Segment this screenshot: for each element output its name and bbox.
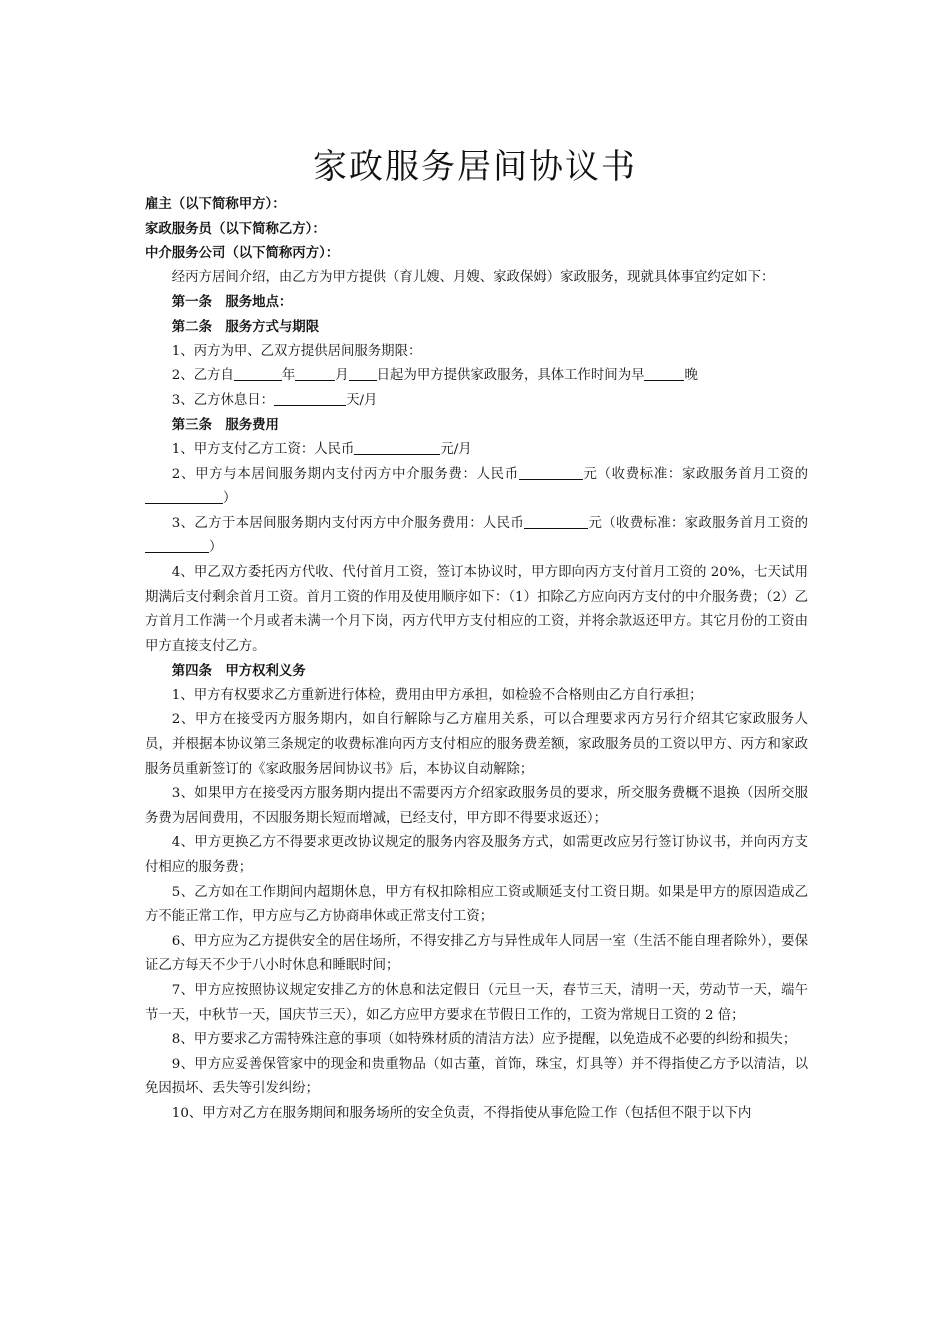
blank-worker-percent — [145, 538, 209, 553]
article-4-item: 6、甲方应为乙方提供安全的居住场所，不得安排乙方与异性成年人同居一室（生活不能自理者除外），要保证乙方每天不少于八小时休息和睡眠时间； — [145, 933, 808, 974]
blank-worker-fee — [524, 514, 588, 529]
blank-employer-fee — [519, 464, 583, 479]
article-4-item: 1、甲方有权要求乙方重新进行体检，费用由甲方承担，如检验不合格则由乙方自行承担； — [171, 687, 703, 703]
blank-rest-days — [274, 391, 346, 406]
article-2-item-3: 3、乙方休息日： 天/月 — [145, 389, 808, 414]
blank-month — [295, 366, 335, 381]
article-1-heading: 第一条 服务地点： — [171, 294, 293, 311]
article-3-item-3: 3、乙方于本居间服务期内支付丙方中介服务费用：人民币 元（收费标准：家政服务首月工资的） — [145, 512, 808, 561]
document-body — [145, 192, 808, 1127]
article-4-item: 3、如果甲方在接受丙方服务期内提出不需要丙方介绍家政服务员的要求，所交服务费概不退换（因所交服务费为居间费用，不因服务期长短而增减，已经支付，甲方即不得要求返还）； — [145, 786, 808, 826]
article-4-heading: 第四条 甲方权利义务 — [171, 663, 306, 680]
blank-hours — [644, 366, 684, 381]
party-worker: 家政服务员（以下简称乙方）： — [145, 220, 326, 237]
article-3-item-1: 1、甲方支付乙方工资：人民币 元/月 — [145, 438, 808, 463]
party-agency: 中介服务公司（以下简称丙方）： — [145, 245, 340, 262]
article-2-item-1: 1、丙方为甲、乙双方提供居间服务期限： — [171, 343, 422, 359]
blank-employer-percent — [145, 489, 223, 504]
article-4-item: 9、甲方应妥善保管家中的现金和贵重物品（如古董，首饰，珠宝，灯具等）并不得指使乙方予以清洁，以免因损坏、丢失等引发纠纷； — [145, 1056, 808, 1097]
article-2-heading: 第二条 服务方式与期限 — [171, 318, 320, 335]
article-3-heading: 第三条 服务费用 — [171, 417, 279, 434]
article-4-item: 5、乙方如在工作期间内超期休息，甲方有权扣除相应工资或顺延支付工资日期。如果是甲方的原因造成乙方不能正常工作，甲方应与乙方协商串休或正常支付工资； — [145, 884, 808, 925]
article-2-item-2: 2、乙方自 年 月 日起为甲方提供家政服务，具体工作时间为早 晚 — [145, 364, 808, 389]
article-3-item-2: 2、甲方与本居间服务期内支付丙方中介服务费：人民币 元（收费标准：家政服务首月工资的） — [145, 463, 808, 512]
blank-year — [234, 366, 282, 381]
party-employer: 雇主（以下简称甲方）： — [145, 196, 286, 212]
article-3-item-4: 4、甲乙双方委托丙方代收、代付首月工资，签订本协议时，甲方即向丙方支付首月工资的 20%，七天试用期满后支付剩余首月工资。首月工资的作用及使用顺序如下：（1）扣除乙方应向丙方支付的中介服务费；（2）乙方首月工作满一个月或者未满一个月下岗，丙方代甲方支付相应的工资，并将余款返还甲方。其它月份的工资由甲方直接支付乙方。 — [145, 564, 808, 654]
blank-salary — [354, 440, 440, 455]
article-4-item: 2、甲方在接受丙方服务期内，如自行解除与乙方雇用关系，可以合理要求丙方另行介绍其它家政服务人员，并根据本协议第三条规定的收费标准向丙方支付相应的服务费差额，家政服务员的工资以甲方、丙方和家政服务员重新签订的《家政服务居间协议书》后，本协议自动解除； — [145, 712, 808, 777]
intro-paragraph: 经丙方居间介绍，由乙方为甲方提供（育儿嫂、月嫂、家政保姆）家政服务，现就具体事宜约定如下： — [171, 269, 775, 285]
article-4-item: 7、甲方应按照协议规定安排乙方的休息和法定假日（元旦一天，春节三天，清明一天，劳动节一天，端午节一天，中秋节一天，国庆节三天），如乙方应甲方要求在节假日工作的，工资为常规日工资的 2 倍； — [145, 983, 808, 1023]
blank-day — [349, 366, 377, 381]
article-4-item: 10、甲方对乙方在服务期间和服务场所的安全负责，不得指使从事危险工作（包括但不限于以下内 — [171, 1105, 752, 1121]
article-4-item: 4、甲方更换乙方不得要求更改协议规定的服务内容及服务方式，如需更改应另行签订协议书，并向丙方支付相应的服务费； — [145, 835, 808, 876]
article-4-item: 8、甲方要求乙方需特殊注意的事项（如特殊材质的清洁方法）应予提醒，以免造成不必要的纠纷和损失； — [171, 1032, 797, 1048]
document-title: 家政服务居间协议书 — [313, 146, 637, 187]
